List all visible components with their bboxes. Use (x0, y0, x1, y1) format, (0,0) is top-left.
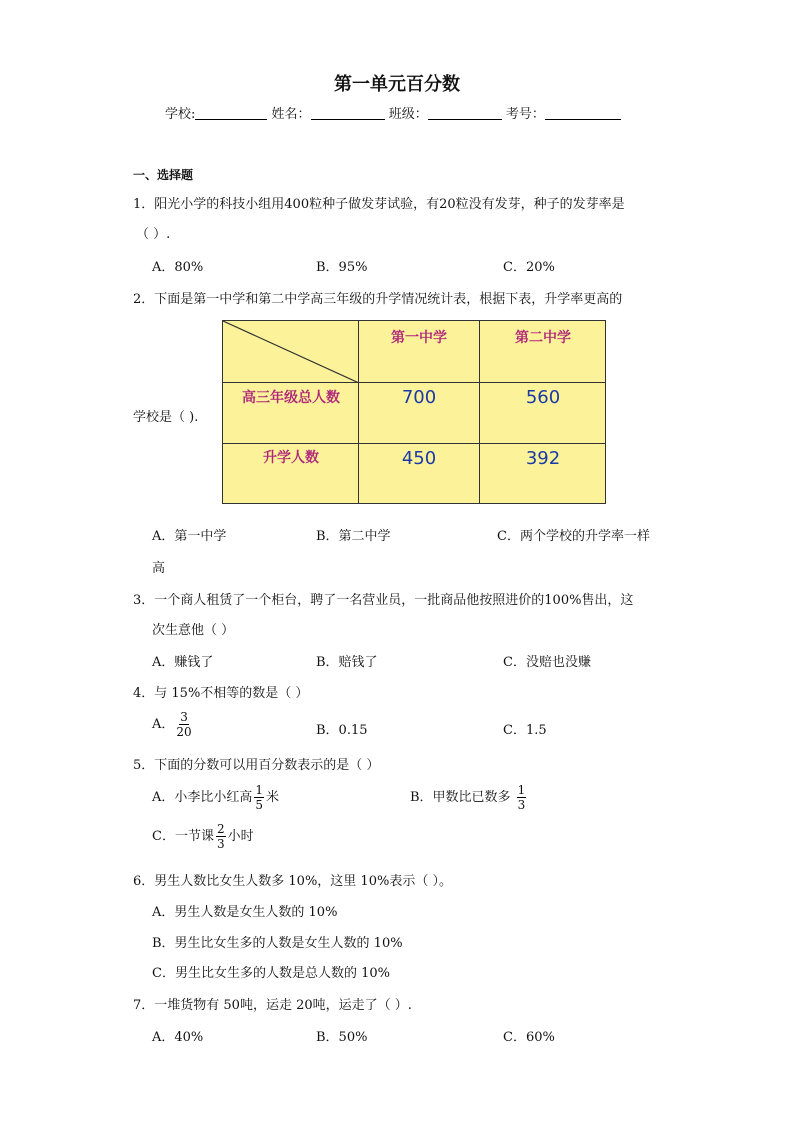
fraction-denominator: 5 (255, 798, 264, 812)
school-blank (195, 106, 267, 120)
option-unit: 米 (266, 790, 280, 805)
question-2-option-a: A．第一中学 (152, 529, 227, 544)
table-header-school-1: 第一中学 (391, 330, 447, 346)
question-2-option-b: B．第二中学 (316, 529, 391, 544)
name-blank (311, 106, 385, 120)
fraction-numerator: 2 (216, 822, 225, 836)
question-1-option-a: A．80% (152, 260, 204, 275)
section-heading: 一、选择题 (133, 168, 194, 182)
question-4-option-c: C．1.5 (503, 723, 547, 738)
option-label: A．小李比小红高 (152, 790, 253, 805)
fraction-denominator: 3 (216, 837, 225, 851)
fraction-numerator: 1 (255, 783, 264, 797)
table-cell: 392 (525, 448, 561, 469)
question-5-option-c (152, 822, 254, 851)
exam-number-label: 考号： (505, 107, 545, 122)
question-2-text: 2．下面是第一中学和第二中学高三年级的升学情况统计表，根据下表，升学率更高的 (133, 292, 623, 307)
table-divider (358, 321, 359, 503)
question-1-text: 1．阳光小学的科技小组用400粒种子做发芽试验，有20粒没有发芽，种子的发芽率是 (133, 197, 625, 212)
class-label: 班级： (388, 107, 428, 122)
table-diagonal (223, 321, 359, 383)
page-title: 第一单元百分数 (334, 74, 460, 95)
table-cell: 560 (525, 387, 561, 408)
question-3-text-cont: 次生意他（ ） (152, 623, 235, 638)
question-6-text: 6．男生人数比女生人数多 10%，这里 10%表示（ ）。 (133, 874, 452, 889)
question-6-option-c: C．男生比女生多的人数是总人数的 10% (152, 966, 390, 981)
fraction-denominator: 3 (517, 798, 526, 812)
question-3-option-c: C．没赔也没赚 (503, 655, 591, 670)
question-4-option-a (152, 710, 194, 739)
question-4-option-b: B．0.15 (316, 723, 368, 738)
table-cell: 450 (401, 448, 437, 469)
question-3-option-b: B．赔钱了 (316, 655, 378, 670)
question-6-option-b: B．男生比女生多的人数是女生人数的 10% (152, 936, 403, 951)
table-divider (223, 443, 605, 444)
fraction (517, 783, 527, 812)
question-1-option-b: B．95% (316, 260, 368, 275)
enrollment-table (222, 320, 606, 504)
question-3-text: 3．一个商人租赁了一个柜台，聘了一名营业员，一批商品他按照进价的100%售出，这 (133, 593, 634, 608)
fraction-numerator: 3 (180, 710, 188, 724)
option-unit: 小时 (227, 829, 254, 844)
question-7-option-c: C．60% (503, 1030, 555, 1045)
fraction (254, 783, 264, 812)
class-blank (428, 106, 502, 120)
school-label: 学校: (165, 107, 196, 122)
question-7-option-b: B．50% (316, 1030, 368, 1045)
question-7-option-a: A．40% (152, 1030, 204, 1045)
question-6-option-a: A．男生人数是女生人数的 10% (152, 905, 338, 920)
table-cell: 700 (401, 387, 437, 408)
option-label: B．甲数比已数多 (410, 790, 511, 805)
table-divider (479, 321, 480, 503)
exam-number-blank (545, 106, 621, 120)
student-info-row (165, 103, 621, 122)
question-1-option-c: C．20% (503, 260, 555, 275)
question-2-option-c-cont: 高 (152, 561, 166, 576)
question-7-text: 7．一堆货物有 50吨，运走 20吨，运走了（ ）. (133, 998, 412, 1013)
table-header-school-2: 第二中学 (515, 330, 571, 346)
question-4-text: 4．与 15%不相等的数是（ ） (133, 686, 309, 701)
option-label: A． (152, 717, 175, 732)
fraction (216, 822, 226, 851)
question-5-option-a (152, 783, 279, 812)
fraction-denominator: 20 (176, 725, 192, 739)
table-row-header-promoted: 升学人数 (263, 450, 319, 466)
fraction-numerator: 1 (517, 783, 526, 797)
table-divider (223, 382, 605, 383)
name-label: 姓名： (271, 107, 311, 122)
question-5-option-b (410, 783, 528, 812)
fraction (176, 710, 191, 739)
table-row-header-total: 高三年级总人数 (242, 390, 340, 406)
question-3-option-a: A．赚钱了 (152, 655, 214, 670)
option-label: C．一节课 (152, 829, 214, 844)
question-5-text: 5．下面的分数可以用百分数表示的是（ ） (133, 758, 380, 773)
question-2-text-cont: 学校是（ ). (133, 410, 199, 425)
question-2-option-c: C．两个学校的升学率一样 (497, 529, 650, 544)
question-1-text-cont: （ ）. (136, 227, 171, 242)
